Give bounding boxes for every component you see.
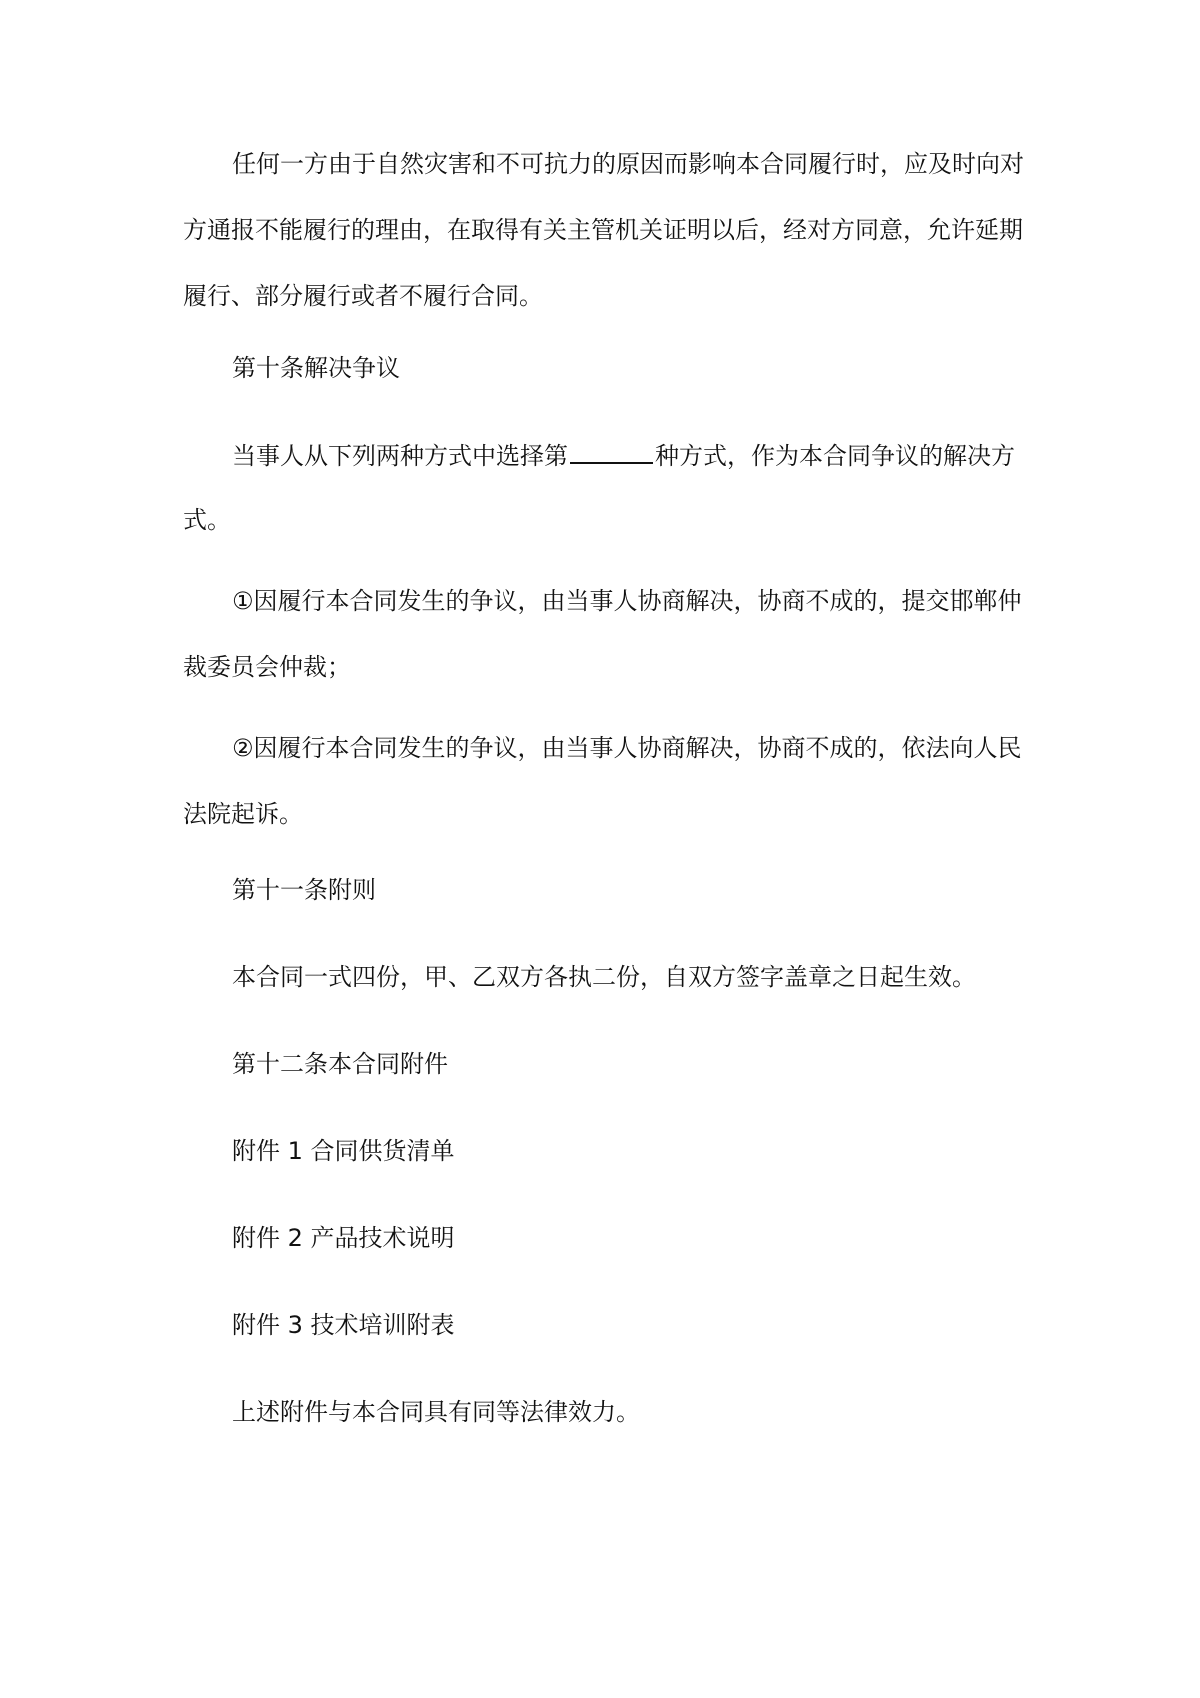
article-11-heading (183, 878, 1023, 902)
text-line: 法院起诉。 (183, 800, 303, 828)
text-line: 式。 (183, 506, 231, 534)
dispute-method-paragraph (183, 442, 1023, 532)
text-line: ②因履行本合同发生的争议，由当事人协商解决，协商不成的，依法向人民 (232, 734, 1022, 762)
attachment-3 (183, 1313, 1023, 1337)
text-line: 方通报不能履行的理由，在取得有关主管机关证明以后，经对方同意，允许延期 (183, 216, 1023, 244)
text-line: 附件 3 技术培训附表 (232, 1311, 455, 1339)
fill-in-blank (570, 442, 653, 464)
text-segment: 种方式，作为本合同争议的解决方 (655, 442, 1015, 470)
text-line: ①因履行本合同发生的争议，由当事人协商解决，协商不成的，提交邯郸仲 (232, 587, 1022, 615)
text-line (183, 442, 1023, 470)
heading-text: 第十二条本合同附件 (232, 1050, 448, 1078)
article-10-heading (183, 356, 1023, 380)
text-line: 本合同一式四份，甲、乙双方各执二份，自双方签字盖章之日起生效。 (232, 963, 976, 991)
force-majeure-paragraph (183, 152, 1023, 308)
attachment-2 (183, 1226, 1023, 1250)
copies-paragraph (183, 965, 1023, 989)
heading-text: 第十条解决争议 (232, 354, 400, 382)
arbitration-option-paragraph (183, 589, 1023, 679)
text-line: 附件 2 产品技术说明 (232, 1224, 455, 1252)
text-line: 裁委员会仲裁； (183, 653, 351, 681)
legal-effect-paragraph (183, 1400, 1023, 1424)
text-line: 上述附件与本合同具有同等法律效力。 (232, 1398, 640, 1426)
attachment-1 (183, 1139, 1023, 1163)
text-segment: 当事人从下列两种方式中选择第 (232, 442, 568, 470)
text-line: 履行、部分履行或者不履行合同。 (183, 282, 543, 310)
heading-text: 第十一条附则 (232, 876, 376, 904)
text-line: 附件 1 合同供货清单 (232, 1137, 455, 1165)
litigation-option-paragraph (183, 736, 1023, 826)
text-line: 任何一方由于自然灾害和不可抗力的原因而影响本合同履行时，应及时向对 (232, 150, 1024, 178)
article-12-heading (183, 1052, 1023, 1076)
